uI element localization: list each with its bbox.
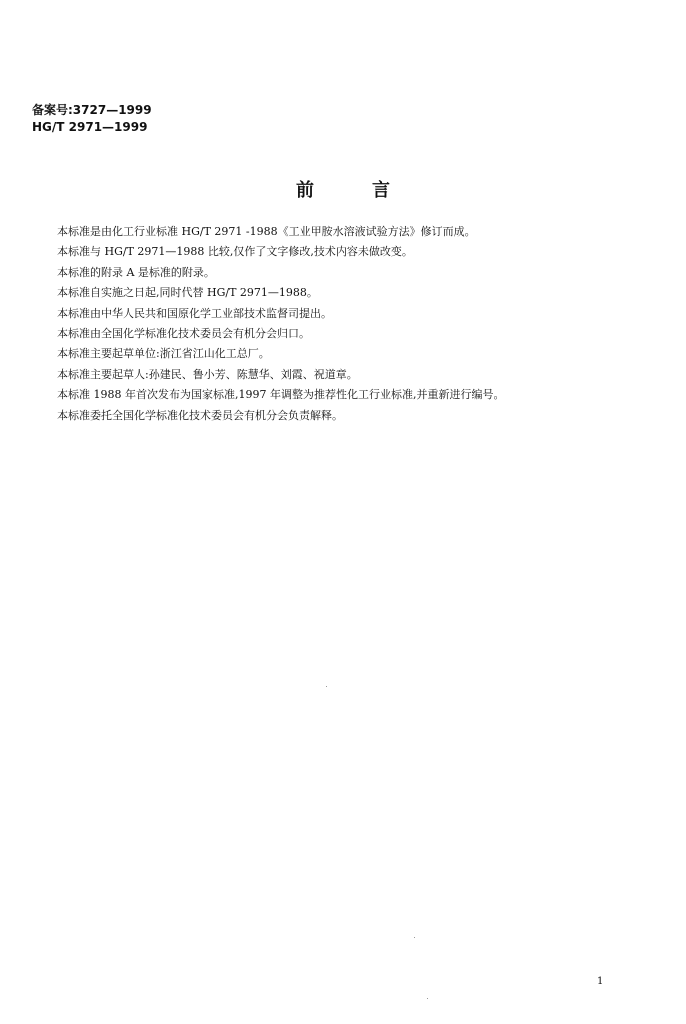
- paragraph: 本标准委托全国化学标准化技术委员会有机分会负责解释。: [57, 408, 343, 422]
- scan-speck: [427, 998, 428, 999]
- paragraph: 本标准自实施之日起,同时代替 HG/T 2971—1988。: [57, 286, 318, 300]
- paragraph: 本标准的附录 A 是标准的附录。: [57, 265, 215, 279]
- paragraph: 本标准 1988 年首次发布为国家标准,1997 年调整为推荐性化工行业标准,并重新进行编号。: [57, 388, 505, 402]
- standard-number: HG/T 2971—1999: [32, 120, 148, 134]
- foreword-body: [57, 222, 657, 426]
- scan-speck: [326, 686, 327, 687]
- paragraph: 本标准与 HG/T 2971—1988 比较,仅作了文字修改,技术内容未做改变。: [57, 245, 413, 259]
- paragraph: 本标准主要起草单位:浙江省江山化工总厂。: [57, 347, 270, 361]
- record-number: 备案号:3727—1999: [32, 103, 152, 117]
- paragraph: 本标准由中华人民共和国原化学工业部技术监督司提出。: [57, 306, 332, 320]
- paragraph: 本标准主要起草人:孙建民、鲁小芳、陈慧华、刘霞、祝道章。: [57, 367, 358, 381]
- paragraph: 本标准由全国化学标准化技术委员会有机分会归口。: [57, 327, 310, 341]
- document-header: [32, 102, 152, 136]
- page-title: 前言: [296, 180, 448, 201]
- scan-speck: [414, 937, 415, 938]
- page-number: 1: [597, 976, 604, 987]
- paragraph: 本标准是由化工行业标准 HG/T 2971 -1988《工业甲胺水溶液试验方法》修订而成。: [57, 225, 476, 238]
